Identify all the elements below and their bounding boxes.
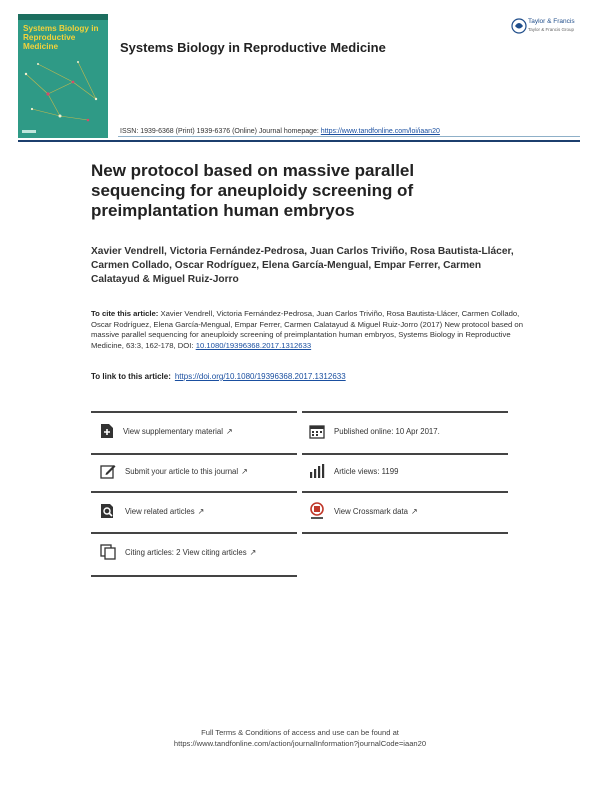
- cover-top-band: [18, 14, 108, 20]
- tile-rule-1-right: [302, 453, 508, 455]
- tile-rule-4-left: [91, 575, 297, 577]
- journal-cover: [18, 14, 108, 138]
- tile-rule-2-left: [91, 491, 297, 493]
- external-link-icon: ↗: [410, 506, 418, 516]
- terms-footer: [0, 727, 600, 749]
- related-articles-link[interactable]: [100, 500, 204, 522]
- issn-line: [120, 128, 440, 135]
- citing-articles-link[interactable]: [100, 541, 256, 563]
- citation-text: Xavier Vendrell, Victoria Fernández-Pedrosa, Juan Carlos Triviño, Rosa Bautista-Llácer, Carmen Collado, Oscar Rodríguez, Elena García-Mengual, Empar Ferrer, Carmen Calatayud & Miguel Ruiz-Jorro (2017) New protocol based on massive parallel sequencing for aneuploidy screening of preimplantation human embryos, Systems Biology in Reproductive Medicine, 63:3, 162-178, DOI:: [91, 309, 523, 350]
- tile-top-rule-right: [302, 411, 508, 413]
- external-link-icon: ↗: [197, 506, 205, 516]
- views-label: Article views: 1199: [334, 466, 399, 476]
- copy-documents-icon: [100, 544, 116, 560]
- tile-rule-3-left: [91, 532, 297, 534]
- external-link-icon: ↗: [225, 426, 233, 436]
- related-label: View related articles: [125, 506, 195, 516]
- terms-url[interactable]: https://www.tandfonline.com/action/journalInformation?journalCode=iaan20: [173, 739, 427, 748]
- cover-title: Systems Biology in Reproductive Medicine: [23, 24, 99, 51]
- add-document-icon: [100, 423, 114, 439]
- citation-label: To cite this article:: [91, 309, 159, 318]
- link-label: To link to this article:: [91, 372, 171, 381]
- cover-network-image: [18, 54, 108, 138]
- journal-homepage-link[interactable]: https://www.tandfonline.com/loi/iaan20: [320, 128, 440, 135]
- calendar-icon: [309, 423, 325, 439]
- submit-label: Submit your article to this journal: [125, 466, 239, 476]
- publisher-name: Taylor & Francis: [528, 18, 575, 25]
- bar-chart-icon: [309, 464, 325, 478]
- terms-text: Full Terms & Conditions of access and use can be found at: [201, 728, 399, 737]
- article-doi-link[interactable]: https://doi.org/10.1080/19396368.2017.1312633: [174, 372, 346, 381]
- article-link-line: [91, 372, 346, 381]
- journal-title: Systems Biology in Reproductive Medicine: [120, 40, 386, 55]
- article-views-info: [309, 460, 398, 482]
- citation-block: [91, 309, 541, 351]
- tile-rule-3-right: [302, 532, 508, 534]
- supplementary-label: View supplementary material: [123, 426, 223, 436]
- citing-label: Citing articles: 2 View citing articles: [125, 547, 247, 557]
- published-online-info: [309, 420, 440, 442]
- issn-text: ISSN: 1939-6368 (Print) 1939-6376 (Online) Journal homepage:: [120, 128, 321, 135]
- publisher-subname: Taylor & Francis Group: [528, 27, 575, 32]
- crossmark-label: View Crossmark data: [334, 506, 408, 516]
- external-link-icon: ↗: [249, 547, 257, 557]
- tile-rule-1-left: [91, 453, 297, 455]
- citation-doi-link[interactable]: 10.1080/19396368.2017.1312633: [195, 340, 312, 350]
- published-label: Published online: 10 Apr 2017.: [334, 426, 440, 436]
- supplementary-material-link[interactable]: [100, 420, 233, 442]
- search-document-icon: [100, 503, 116, 519]
- article-authors: Xavier Vendrell, Victoria Fernández-Pedrosa, Juan Carlos Triviño, Rosa Bautista-Llácer, Carmen Collado, Oscar Rodríguez, Elena García-Mengual, Empar Ferrer, Carmen Calatayud & Miguel Ruiz-Jorro: [91, 246, 514, 285]
- tile-rule-2-right: [302, 491, 508, 493]
- submit-article-link[interactable]: [100, 460, 248, 482]
- crossmark-link[interactable]: [309, 500, 418, 522]
- header-divider-thin: [118, 136, 580, 137]
- crossmark-icon: [309, 502, 325, 520]
- edit-pencil-icon: [100, 463, 116, 479]
- article-title: New protocol based on massive parallel sequencing for aneuploidy screening of preimplantation human embryos: [91, 161, 415, 220]
- tile-top-rule-left: [91, 411, 297, 413]
- external-link-icon: ↗: [241, 466, 248, 476]
- header-divider-thick: [18, 140, 580, 142]
